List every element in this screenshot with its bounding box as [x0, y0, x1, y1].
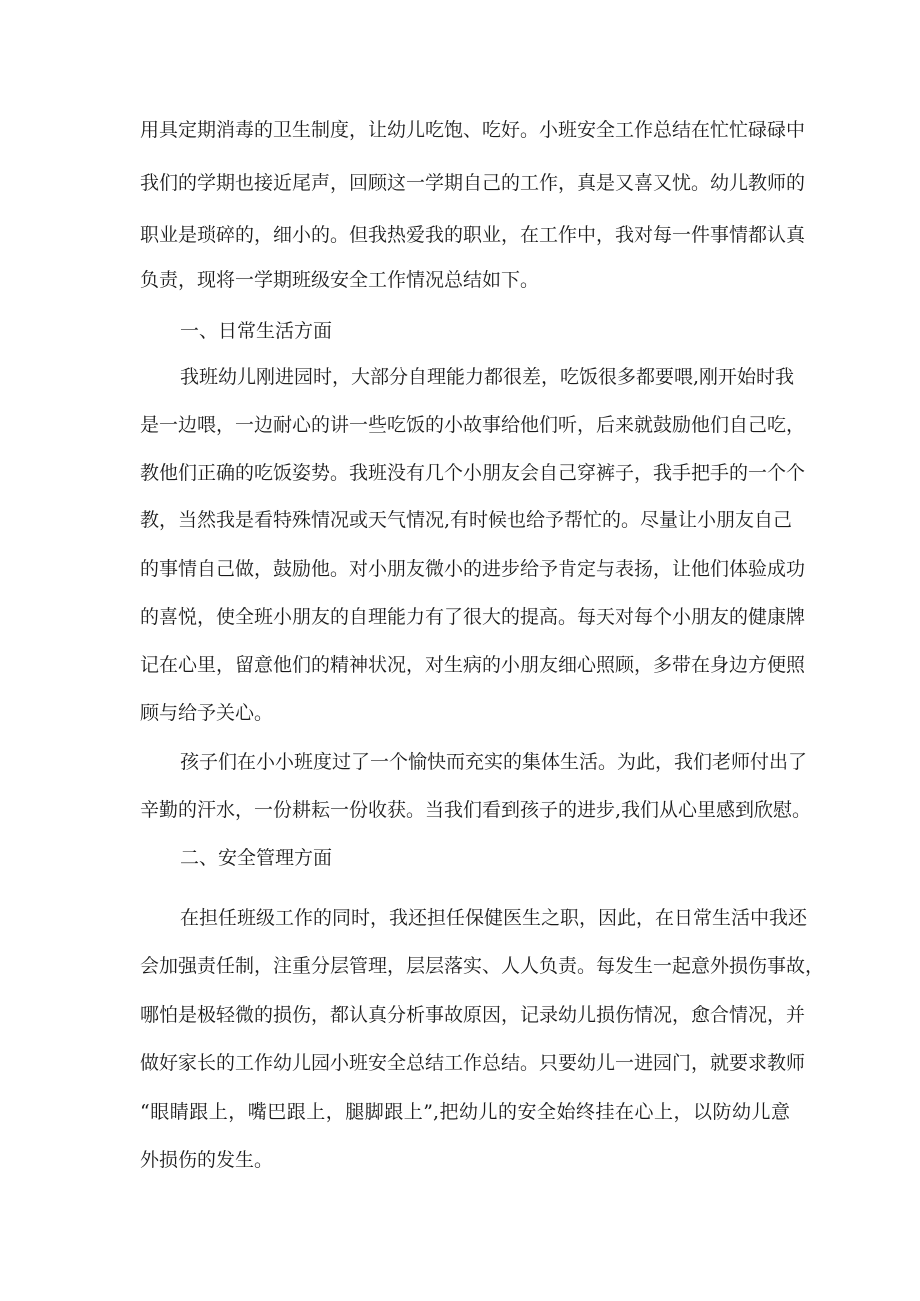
- paragraph-line: 孩子们在小小班度过了一个愉快而充实的集体生活。为此，我们老师付出了: [180, 751, 808, 773]
- paragraph-line: 在担任班级工作的同时，我还担任保健医生之职，因此，在日常生活中我还: [180, 907, 808, 929]
- paragraph-line: 是一边喂，一边耐心的讲一些吃饭的小故事给他们听，后来就鼓励他们自己吃，: [140, 414, 806, 436]
- paragraph-line: 教他们正确的吃饭姿势。我班没有几个小朋友会自己穿裤子，我手把手的一个个: [140, 462, 806, 484]
- section-heading-safety-management: 二、安全管理方面: [180, 847, 333, 869]
- paragraph-line: “眼睛跟上，嘴巴跟上，腿脚跟上”,把幼儿的安全始终挂在心上，以防幼儿意: [140, 1101, 790, 1123]
- paragraph-line: 的喜悦，使全班小朋友的自理能力有了很大的提高。每天对每个小朋友的健康牌: [140, 606, 806, 628]
- paragraph-line: 我们的学期也接近尾声，回顾这一学期自己的工作，真是又喜又忧。幼儿教师的: [140, 172, 806, 194]
- paragraph-line: 外损伤的发生。: [140, 1149, 274, 1171]
- paragraph-line: 顾与给予关心。: [140, 702, 274, 724]
- paragraph-line: 做好家长的工作幼儿园小班安全总结工作总结。只要幼儿一进园门，就要求教师: [140, 1052, 806, 1074]
- paragraph-line: 的事情自己做，鼓励他。对小朋友微小的进步给予肯定与表扬，让他们体验成功: [140, 558, 806, 580]
- paragraph-line: 用具定期消毒的卫生制度，让幼儿吃饱、吃好。小班安全工作总结在忙忙碌碌中: [140, 119, 806, 141]
- paragraph-line: 记在心里，留意他们的精神状况，对生病的小朋友细心照顾，多带在身边方便照: [140, 654, 806, 676]
- paragraph-line: 教，当然我是看特殊情况或天气情况,有时候也给予帮忙的。尽量让小朋友自己: [140, 509, 793, 531]
- paragraph-line: 会加强责任制，注重分层管理，层层落实、人人负责。每发生一起意外损伤事故，: [140, 955, 825, 977]
- paragraph-line: 职业是琐碎的，细小的。但我热爱我的职业，在工作中，我对每一件事情都认真: [140, 224, 806, 246]
- paragraph-line: 哪怕是极轻微的损伤，都认真分析事故原因，记录幼儿损伤情况，愈合情况，并: [140, 1004, 806, 1026]
- section-heading-daily-life: 一、日常生活方面: [180, 320, 333, 342]
- paragraph-line: 我班幼儿刚进园时，大部分自理能力都很差，吃饭很多都要喂,刚开始时我: [180, 366, 795, 388]
- paragraph-line: 负责，现将一学期班级安全工作情况总结如下。: [140, 269, 540, 291]
- paragraph-line: 辛勤的汗水，一份耕耘一份收获。当我们看到孩子的进步,我们从心里感到欣慰。: [140, 799, 812, 821]
